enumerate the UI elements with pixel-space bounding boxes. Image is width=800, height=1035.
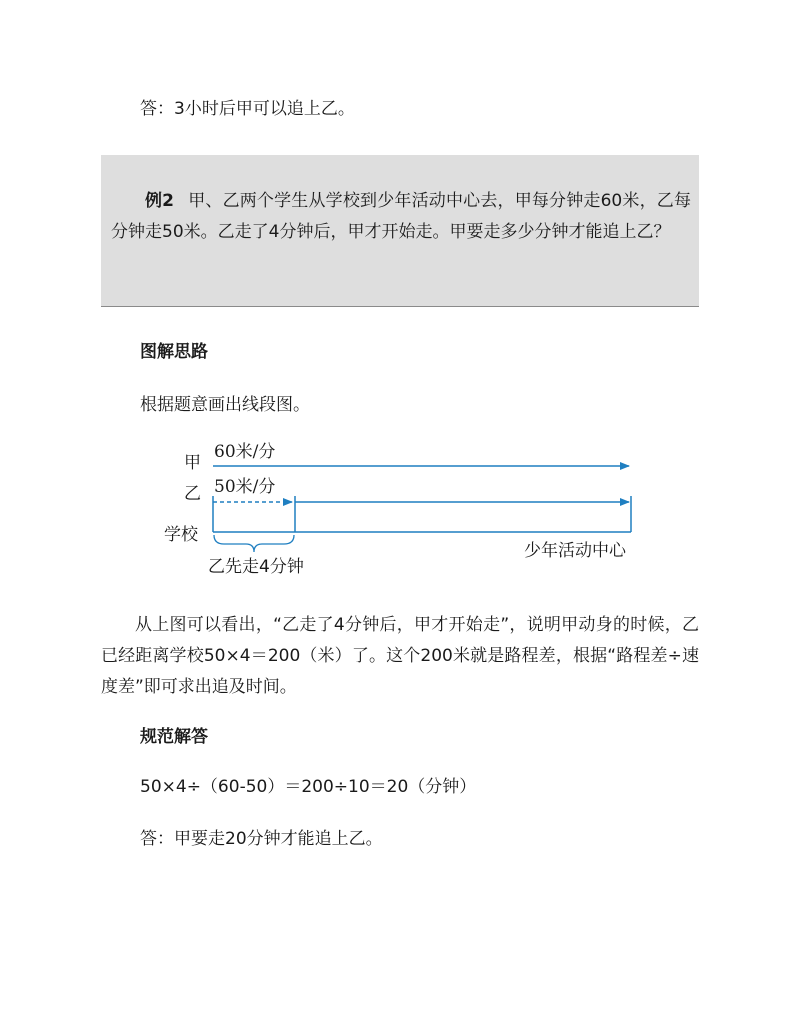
example-problem	[111, 186, 691, 248]
line-segment-diagram	[150, 436, 650, 586]
label-yi: 乙	[184, 484, 201, 504]
solution-formula: 50×4÷（60-50）＝200÷10＝20（分钟）	[140, 777, 477, 797]
explanation-paragraph: 从上图可以看出，“乙走了4分钟后，甲才开始走”，说明甲动身的时候，乙已经距离学校50×4＝200（米）了。这个200米就是路程差，根据“路程差÷速度差”即可求出追及时间。	[101, 615, 699, 697]
speed-yi: 50米/分	[214, 477, 276, 497]
label-school: 学校	[164, 525, 198, 545]
example-label: 例2	[145, 191, 175, 211]
head-start-brace	[214, 535, 294, 552]
example-text: 甲、乙两个学生从学校到少年活动中心去，甲每分钟走60米，乙每分钟走50米。乙走了4分钟后，甲才开始走。甲要走多少分钟才能追上乙？	[111, 191, 691, 242]
destination-label: 少年活动中心	[524, 541, 626, 561]
example-box	[101, 155, 699, 307]
final-answer: 答：甲要走20分钟才能追上乙。	[140, 829, 383, 849]
head-start-label: 乙先走4分钟	[208, 557, 304, 577]
diagram-heading: 图解思路	[140, 342, 208, 362]
previous-answer: 答：3小时后甲可以追上乙。	[140, 99, 355, 119]
label-jia: 甲	[184, 453, 201, 473]
intro-text: 根据题意画出线段图。	[140, 395, 310, 415]
solution-heading: 规范解答	[140, 727, 208, 747]
speed-jia: 60米/分	[214, 442, 276, 462]
